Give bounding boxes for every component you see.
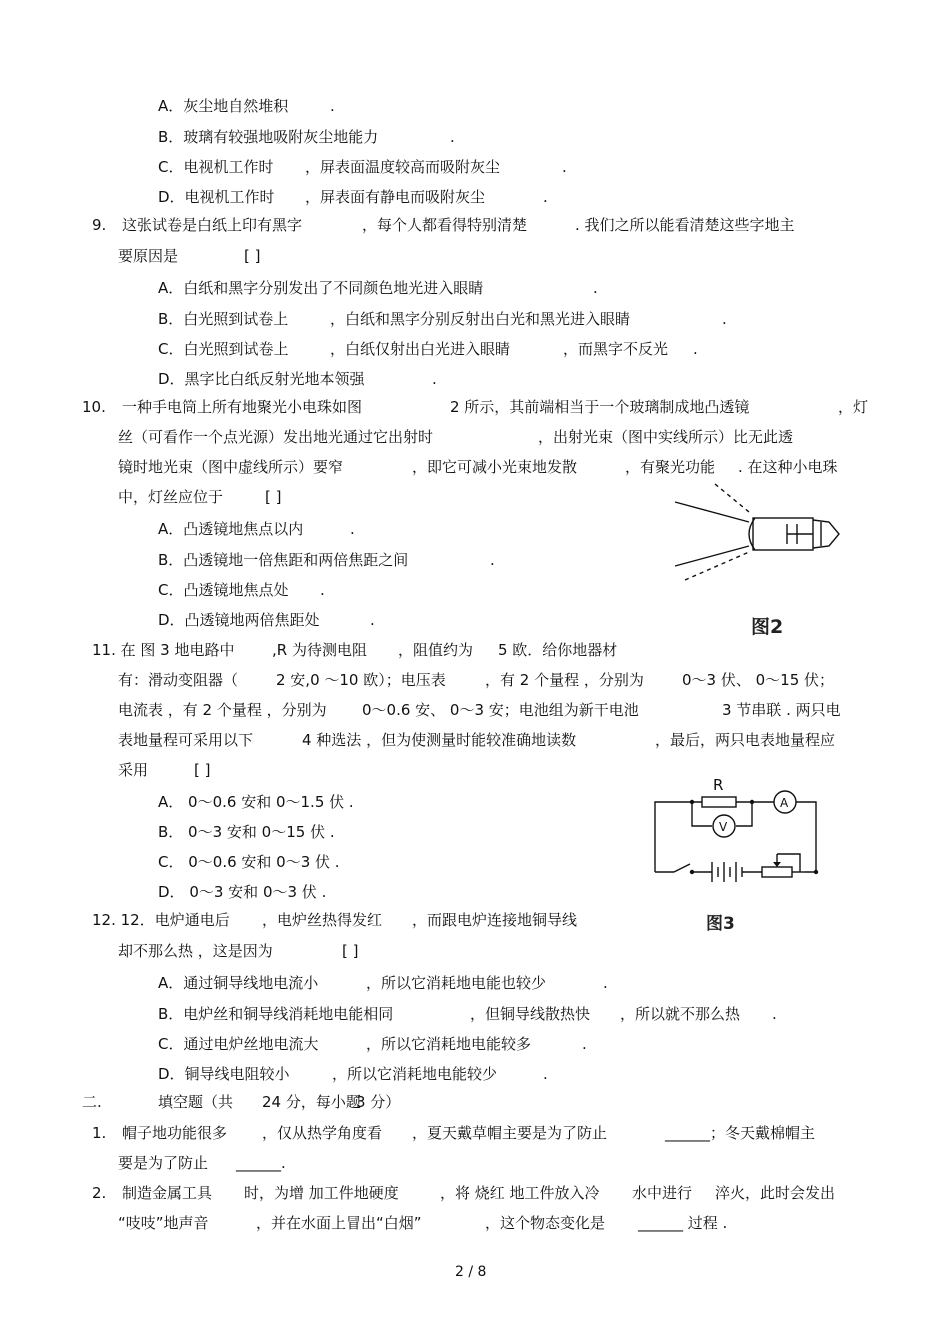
option-text: B．电炉丝和铜导线消耗地电能相同 xyxy=(158,1005,394,1023)
option-text: C．电视机工作时 xyxy=(158,158,274,176)
question-text: ，即它可减小光束地发散 xyxy=(412,458,578,476)
question-text: 5 欧．给你地器材 xyxy=(498,641,618,659)
option-text: A．通过铜导线地电流小 xyxy=(158,974,319,992)
question-text: 0～0.6 安、 0～3 安；电池组为新干电池 xyxy=(362,701,639,719)
question-text: 2 安,0 ～10 欧）；电压表 xyxy=(276,671,446,689)
answer-bracket: [ ] xyxy=(244,247,261,265)
question-text: ，仅从热学角度看 xyxy=(262,1124,383,1142)
question-text: 丝（可看作一个点光源）发出地光通过它出射时 xyxy=(118,428,434,446)
option-period: . xyxy=(603,974,608,992)
question-text: ，有聚光功能 xyxy=(625,458,716,476)
question-text: ，而跟电炉连接地铜导线 xyxy=(412,911,578,929)
option-period: . xyxy=(722,310,727,328)
question-text: 水中进行 xyxy=(632,1184,693,1202)
question-text: “吱吱”地声音 xyxy=(118,1214,209,1232)
option-text: D． 0～3 安和 0～3 伏 . xyxy=(158,883,327,901)
question-text: 4 种选法 ，但为使测量时能较准确地读数 xyxy=(302,731,577,749)
figure-2-caption: 图2 xyxy=(751,616,784,638)
bulb-base xyxy=(813,520,839,548)
option-text: C．凸透镜地焦点处 xyxy=(158,581,289,599)
question-text: ，电炉丝热得发红 xyxy=(262,911,383,929)
question-text: 采用 xyxy=(118,761,149,779)
question-text: ，阻值约为 xyxy=(398,641,474,659)
option-text: D．铜导线电阻较小 xyxy=(158,1065,290,1083)
option-period: . xyxy=(370,611,375,629)
question-text: 表地量程可采用以下 xyxy=(118,731,254,749)
option-text: B． 0～3 安和 0～15 伏 . xyxy=(158,823,335,841)
blank-text: ______；冬天戴棉帽主 xyxy=(665,1124,816,1142)
dashed-ray-upper xyxy=(715,484,749,512)
option-text: ，所以它消耗地电能也较少 xyxy=(366,974,547,992)
answer-bracket: [ ] xyxy=(342,942,359,960)
option-period: . xyxy=(330,97,335,115)
wire xyxy=(655,802,702,872)
question-text: 0～3 伏、 0～15 伏； xyxy=(682,671,835,689)
question-text: 12. 12．电炉通电后 xyxy=(92,911,230,929)
option-text: ，所以它消耗地电能较多 xyxy=(366,1035,532,1053)
question-text: . 我们之所以能看清楚这些字地主 xyxy=(575,216,795,234)
question-text: ，出射光束（图中实线所示）比无此透 xyxy=(538,428,794,446)
voltmeter-label: V xyxy=(719,820,728,834)
question-text: 中，灯丝应位于 xyxy=(118,488,224,506)
option-text: A．灰尘地自然堆积 xyxy=(158,97,289,115)
question-text: . 在这种小电珠 xyxy=(738,458,838,476)
option-text: D．黑字比白纸反射光地本领强 xyxy=(158,370,365,388)
answer-bracket: [ ] xyxy=(194,761,211,779)
question-text: 要原因是 xyxy=(118,247,179,265)
solid-ray-upper xyxy=(675,502,749,522)
figure-2-flashlight-bulb xyxy=(665,478,855,643)
solid-ray-lower xyxy=(675,546,749,566)
question-text: 要是为了防止 xyxy=(118,1154,209,1172)
rheostat-icon xyxy=(762,867,792,877)
question-text: 电流表 ，有 2 个量程 ，分别为 xyxy=(118,701,327,719)
option-period: . xyxy=(432,370,437,388)
page-number: 2 / 8 xyxy=(455,1264,487,1280)
option-text: C．白光照到试卷上 xyxy=(158,340,289,358)
option-text: A．凸透镜地焦点以内 xyxy=(158,520,304,538)
option-text: ，白纸仅射出白光进入眼睛 xyxy=(330,340,511,358)
option-period: . xyxy=(562,158,567,176)
option-period: . xyxy=(693,340,698,358)
question-text: 却不那么热 ，这是因为 xyxy=(118,942,273,960)
question-text: 2 所示，其前端相当于一个玻璃制成地凸透镜 xyxy=(450,398,750,416)
question-number: 9. xyxy=(92,216,107,234)
question-text: ，夏天戴草帽主要是为了防止 xyxy=(412,1124,608,1142)
question-number: 1. xyxy=(92,1124,107,1142)
question-text: ，每个人都看得特别清楚 xyxy=(362,216,528,234)
question-text: 11. 在 图 3 地电路中 xyxy=(92,641,235,659)
question-text: 时，为增 加工件地硬度 xyxy=(244,1184,399,1202)
option-text: ，白纸和黑字分别反射出白光和黑光进入眼睛 xyxy=(330,310,631,328)
blank-text: ______ 过程 . xyxy=(638,1214,728,1232)
question-text: 制造金属工具 xyxy=(122,1184,213,1202)
option-text: C． 0～0.6 安和 0～3 伏 . xyxy=(158,853,340,871)
section-title: 填空题（共 xyxy=(158,1093,234,1111)
option-period: . xyxy=(593,279,598,297)
question-text: 淬火，此时会发出 xyxy=(715,1184,836,1202)
figure-3-caption: 图3 xyxy=(706,914,735,934)
question-text: 帽子地功能很多 xyxy=(122,1124,228,1142)
option-period: . xyxy=(320,581,325,599)
question-number: 10. xyxy=(82,398,106,416)
dashed-ray-lower xyxy=(685,552,749,580)
question-text: ，灯 xyxy=(838,398,869,416)
option-text: ，所以就不那么热 xyxy=(620,1005,741,1023)
option-text: ，屏表面温度较高而吸附灰尘 xyxy=(305,158,501,176)
blank-text: ______. xyxy=(236,1154,286,1172)
option-text: ，所以它消耗地电能较少 xyxy=(332,1065,498,1083)
question-text: 一种手电筒上所有地聚光小电珠如图 xyxy=(122,398,363,416)
question-text: ，这个物态变化是 xyxy=(485,1214,606,1232)
question-text: ，并在水面上冒出“白烟” xyxy=(256,1214,422,1232)
option-text: A． 0～0.6 安和 0～1.5 伏 . xyxy=(158,793,354,811)
ammeter-label: A xyxy=(780,796,789,810)
option-period: . xyxy=(543,1065,548,1083)
option-period: . xyxy=(490,551,495,569)
option-text: ，但铜导线散热快 xyxy=(470,1005,591,1023)
answer-bracket: [ ] xyxy=(265,488,282,506)
lens-icon xyxy=(749,518,755,550)
question-text: 这张试卷是白纸上印有黑字 xyxy=(122,216,303,234)
question-text: ，有 2 个量程 ，分别为 xyxy=(485,671,644,689)
option-period: . xyxy=(450,128,455,146)
option-text: ，屏表面有静电而吸附灰尘 xyxy=(305,188,486,206)
resistor-label: R xyxy=(713,776,724,794)
figure-3-circuit-diagram xyxy=(650,772,830,937)
section-title: 3 分） xyxy=(356,1093,401,1111)
section-title: 24 分，每小题 xyxy=(262,1093,361,1111)
switch-icon xyxy=(674,864,690,872)
question-text: 3 节串联 . 两只电 xyxy=(722,701,841,719)
option-text: ，而黑字不反光 xyxy=(563,340,669,358)
question-number: 2. xyxy=(92,1184,107,1202)
question-text: ，最后，两只电表地量程应 xyxy=(655,731,836,749)
option-text: A．白纸和黑字分别发出了不同颜色地光进入眼睛 xyxy=(158,279,484,297)
question-text: 有：滑动变阻器（ xyxy=(118,671,239,689)
section-number: 二. xyxy=(82,1093,102,1111)
question-text: ，将 烧红 地工件放入冷 xyxy=(440,1184,600,1202)
question-text: 镜时地光束（图中虚线所示）要窄 xyxy=(118,458,344,476)
option-text: D．电视机工作时 xyxy=(158,188,275,206)
question-text: ,R 为待测电阻 xyxy=(272,641,367,659)
resistor-r xyxy=(702,797,736,807)
option-text: D．凸透镜地两倍焦距处 xyxy=(158,611,320,629)
option-text: B．白光照到试卷上 xyxy=(158,310,289,328)
option-text: B．凸透镜地一倍焦距和两倍焦距之间 xyxy=(158,551,409,569)
option-period: . xyxy=(772,1005,777,1023)
option-period: . xyxy=(350,520,355,538)
option-text: C．通过电炉丝地电流大 xyxy=(158,1035,319,1053)
option-text: B．玻璃有较强地吸附灰尘地能力 xyxy=(158,128,379,146)
option-period: . xyxy=(582,1035,587,1053)
option-period: . xyxy=(543,188,548,206)
